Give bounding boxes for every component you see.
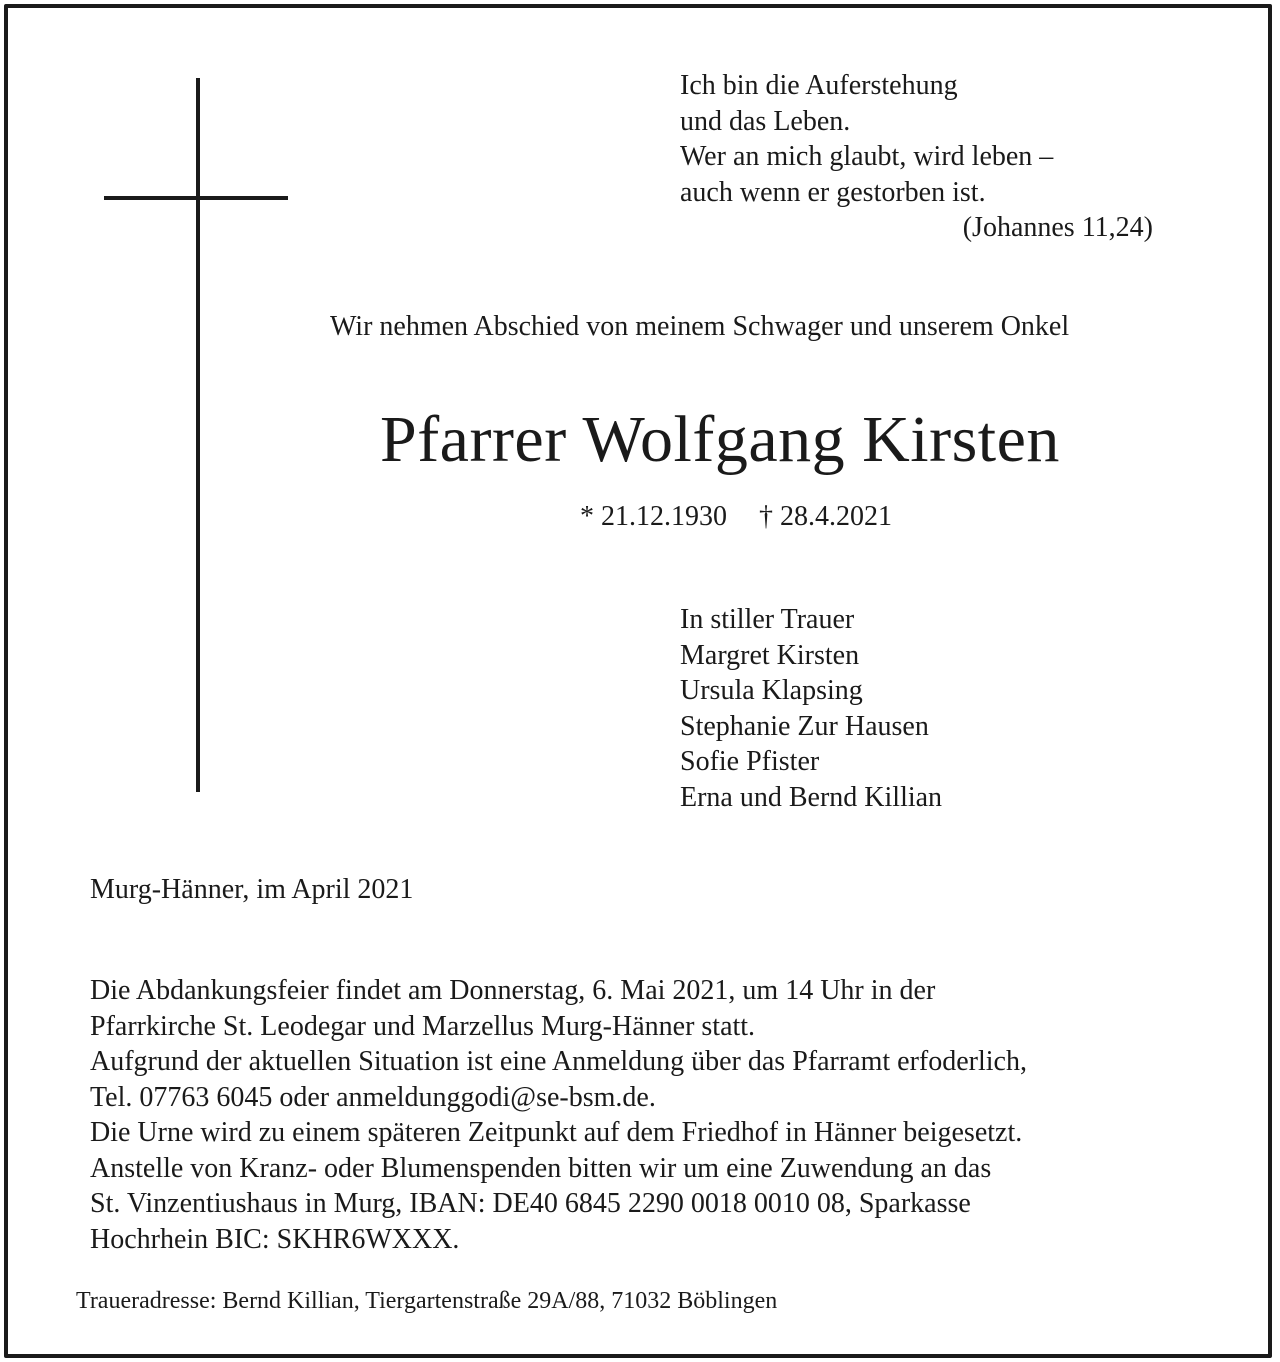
- mourning-address: Traueradresse: Bernd Killian, Tiergartenstraße 29A/88, 71032 Böblingen: [76, 1288, 778, 1314]
- cross-horizontal-bar: [104, 196, 288, 200]
- death-dagger-icon: †: [759, 501, 773, 532]
- mourner-name: Erna und Bernd Killian: [680, 781, 943, 813]
- verse-line: Wer an mich glaubt, wird leben –: [680, 141, 1054, 172]
- verse-line: Ich bin die Auferstehung: [680, 70, 958, 101]
- verse-line: und das Leben.: [680, 105, 851, 137]
- notice-line: Hochrhein BIC: SKHR6WXXX.: [90, 1223, 460, 1255]
- mourners-list: [680, 602, 942, 815]
- deceased-name: Pfarrer Wolfgang Kirsten: [380, 403, 1060, 476]
- mourner-name: Sofie Pfister: [680, 746, 820, 777]
- notice-line: Aufgrund der aktuellen Situation ist eine Anmeldung über das Pfarramt erfoderlich,: [90, 1046, 1027, 1077]
- funeral-notice: [90, 973, 1210, 1257]
- death-date: 28.4.2021: [780, 501, 892, 532]
- verse-reference: (Johannes 11,24): [962, 212, 1153, 243]
- notice-line: Anstelle von Kranz- oder Blumenspenden bitten wir um eine Zuwendung an das: [90, 1152, 992, 1184]
- birth-date: 21.12.1930: [601, 501, 727, 532]
- life-dates: [580, 500, 892, 534]
- mourner-name: Stephanie Zur Hausen: [680, 710, 929, 742]
- notice-line: St. Vinzentiushaus in Murg, IBAN: DE40 6845 2290 0018 0010 08, Sparkasse: [90, 1188, 971, 1219]
- notice-line: Die Abdankungsfeier findet am Donnerstag, 6. Mai 2021, um 14 Uhr in der: [90, 975, 936, 1006]
- verse-line: auch wenn er gestorben ist.: [680, 176, 986, 208]
- cross-vertical-bar: [196, 78, 200, 792]
- place-and-date: Murg-Hänner, im April 2021: [90, 874, 414, 905]
- bible-verse: [680, 68, 1200, 246]
- mourner-name: Margret Kirsten: [680, 639, 860, 671]
- notice-line: Tel. 07763 6045 oder anmeldunggodi@se-bsm.de.: [90, 1081, 656, 1113]
- mourner-name: Ursula Klapsing: [680, 675, 863, 706]
- birth-star-icon: *: [580, 501, 594, 532]
- notice-line: Pfarrkirche St. Leodegar und Marzellus Murg-Hänner statt.: [90, 1010, 756, 1042]
- farewell-text: Wir nehmen Abschied von meinem Schwager und unserem Onkel: [330, 311, 1070, 342]
- mourners-intro: In stiller Trauer: [680, 604, 855, 635]
- notice-line: Die Urne wird zu einem späteren Zeitpunkt auf dem Friedhof in Hänner beigesetzt.: [90, 1117, 1023, 1148]
